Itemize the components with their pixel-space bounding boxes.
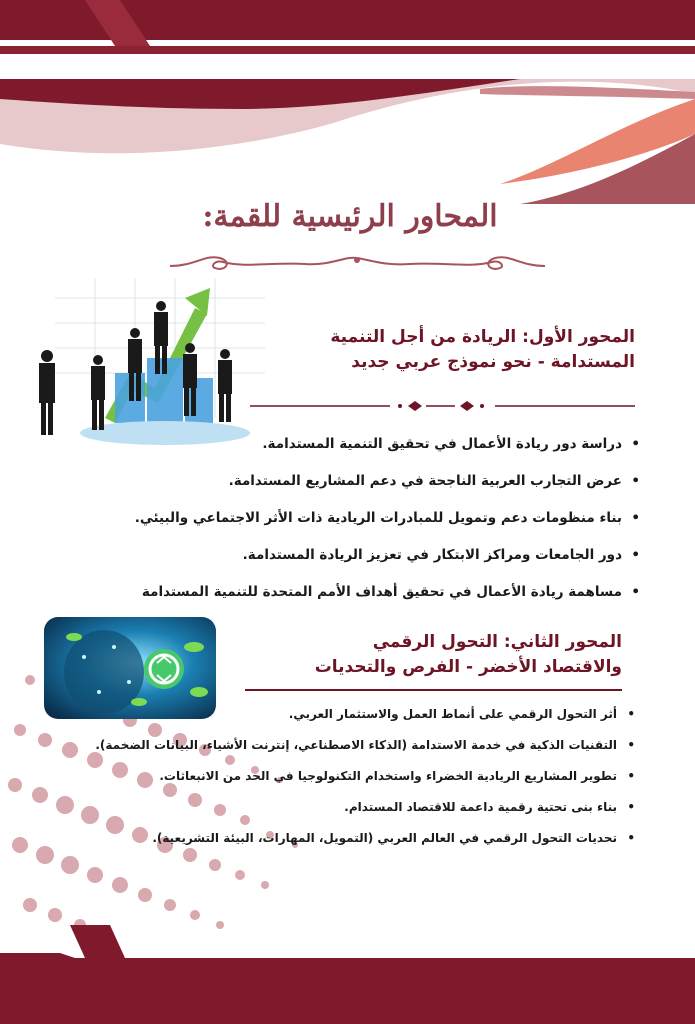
green-tech-image <box>44 617 216 719</box>
list-item: • عرض التجارب العربية الناجحة في دعم المشاريع المستدامة. <box>40 472 640 490</box>
list-item: • تحديات التحول الرقمي في العالم العربي (التمويل، المهارات، البيئة التشريعية). <box>10 829 635 847</box>
header-wave-decoration <box>0 54 695 204</box>
list-item: • تطوير المشاريع الريادية الخضراء واستخدام التكنولوجيا في الحد من الانبعاثات. <box>10 767 635 785</box>
list-item: • دور الجامعات ومراكز الابتكار في تعزيز الريادة المستدامة. <box>40 546 640 564</box>
axis1-list <box>40 435 640 620</box>
axis2-heading-line1: المحور الثاني: التحول الرقمي <box>372 632 622 652</box>
page-title: المحاور الرئيسية للقمة: <box>202 199 498 234</box>
axis1-heading-line1: المحور الأول: الريادة من أجل التنمية <box>330 327 635 347</box>
list-item: • دراسة دور ريادة الأعمال في تحقيق التنمية المستدامة. <box>40 435 640 453</box>
top-banner-decoration <box>0 0 695 60</box>
axis2-heading <box>240 630 622 680</box>
axis1-heading <box>250 325 635 375</box>
list-item: • التقنيات الذكية في خدمة الاستدامة (الذكاء الاصطناعي، إنترنت الأشياء، البيانات الضخمة). <box>10 736 635 754</box>
list-item: • مساهمة ريادة الأعمال في تحقيق أهداف الأمم المتحدة للتنمية المستدامة <box>40 583 640 601</box>
list-item: • أثر التحول الرقمي على أنماط العمل والاستثمار العربي. <box>10 705 635 723</box>
title-ornament <box>165 248 550 274</box>
list-item: • بناء بنى تحتية رقمية داعمة للاقتصاد المستدام. <box>10 798 635 816</box>
axis2-list <box>10 705 635 860</box>
axis1-heading-line2: المستدامة - نحو نموذج عربي جديد <box>351 352 635 372</box>
bottom-banner-decoration <box>0 925 695 965</box>
axis1-divider <box>250 396 635 416</box>
axis2-divider <box>245 689 622 691</box>
list-item: • بناء منظومات دعم وتمويل للمبادرات الريادية ذات الأثر الاجتماعي والبيئي. <box>40 509 640 527</box>
axis2-heading-line2: والاقتصاد الأخضر - الفرص والتحديات <box>314 657 622 677</box>
bottom-banner <box>0 958 695 1024</box>
business-growth-image <box>35 278 265 453</box>
